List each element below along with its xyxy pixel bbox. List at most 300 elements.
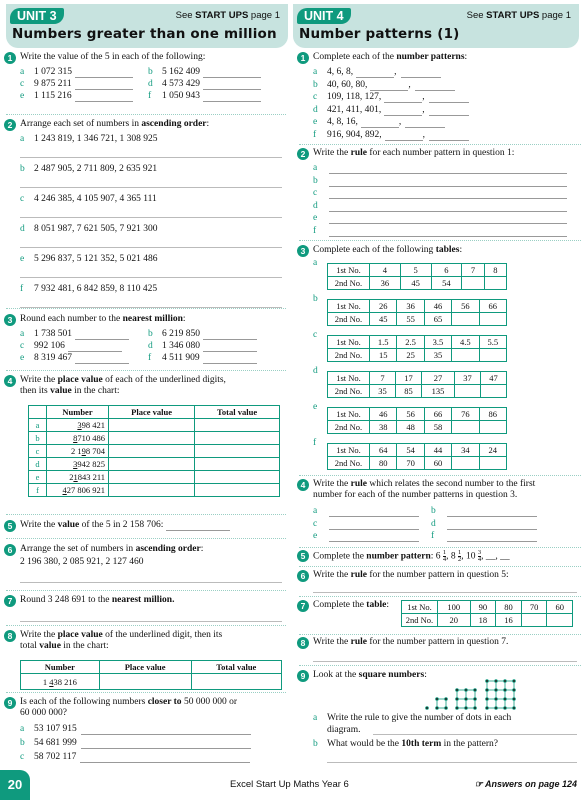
number-cell: 3942 825: [47, 458, 109, 471]
answer-line: [20, 621, 282, 622]
question-number-badge: 1: [4, 52, 16, 64]
answer-item: [148, 328, 257, 340]
divider: [299, 566, 581, 567]
answer-blank: [329, 228, 567, 237]
number-set: 1 243 819, 1 346 721, 1 308 925: [34, 134, 158, 144]
answer-item: [148, 90, 261, 102]
underlined-digit: 8: [73, 433, 78, 443]
item-number: 54 681 999: [34, 738, 77, 748]
value-cell: 60: [547, 601, 573, 614]
question-number-badge: 5: [4, 520, 16, 532]
number-cell: 21843 211: [47, 471, 109, 484]
number-set-row: [20, 283, 284, 295]
row-header: 2nd No.: [328, 349, 370, 362]
answer-blank: [203, 69, 261, 78]
table-row: [29, 458, 280, 471]
value-cell: 58: [424, 421, 451, 434]
place-value-cell: [109, 432, 195, 445]
item-letter: c: [20, 752, 25, 762]
table-row: [29, 484, 280, 497]
column-header: Number: [47, 406, 109, 419]
answer-row: [20, 352, 284, 364]
value-cell: 26: [370, 300, 397, 313]
item-letter: b: [313, 175, 318, 186]
pattern-row: f 916, 904, 892, ,: [313, 129, 579, 141]
value-cell: 80: [370, 457, 397, 470]
table-row: [328, 313, 507, 326]
item-letter: e: [20, 353, 25, 363]
table-row: [328, 264, 507, 277]
start-ups-reference: See START UPS page 1: [466, 10, 571, 21]
sub-question-b: b What would be the 10th term in the pattern?: [313, 739, 498, 749]
table-header-row: [29, 406, 280, 419]
question-number-badge: 7: [4, 595, 16, 607]
pattern-table: [327, 263, 507, 290]
value-cell: [452, 349, 479, 362]
answer-item: [20, 78, 133, 90]
item-number: 6 219 850: [162, 329, 200, 339]
number-set-row: [20, 253, 284, 265]
table-row: [328, 349, 507, 362]
answer-blank: [203, 343, 257, 352]
answer-row: [20, 328, 284, 340]
column-header: Total value: [195, 406, 280, 419]
item-number: 5 162 409: [162, 67, 200, 77]
divider: [299, 240, 581, 241]
table-row: [328, 372, 507, 385]
number-cell: 2 198 704: [47, 445, 109, 458]
pattern-row: d 421, 411, 401, ,: [313, 104, 579, 116]
table-row: [21, 674, 282, 690]
question-number-badge: 7: [297, 600, 309, 612]
table-row: [328, 336, 507, 349]
table-row: [328, 444, 507, 457]
pattern-start: 40, 60, 80,: [327, 79, 368, 90]
divider: [299, 475, 581, 476]
item-letter: c: [313, 92, 318, 102]
answer-blank: [81, 726, 251, 735]
answer-line: [373, 734, 577, 735]
item-letter: d: [313, 104, 318, 115]
number-set: 2 487 905, 2 711 809, 2 635 921: [34, 164, 158, 174]
value-cell: 25: [397, 349, 424, 362]
answer-blank: [384, 94, 422, 103]
item-letter: b: [20, 738, 25, 748]
value-cell: 76: [452, 408, 479, 421]
number-set: 7 932 481, 6 842 859, 8 110 425: [34, 284, 158, 294]
number-cell: 1 438 216: [21, 674, 100, 690]
item-letter: a: [313, 258, 318, 268]
header-letter: [29, 406, 47, 419]
table-row: [29, 419, 280, 432]
question-text: Write the place value of the underlined digit, then its total value in the chart:: [20, 630, 223, 651]
item-letter: d: [148, 341, 153, 351]
item-number: 9 875 211: [34, 79, 72, 89]
answer-line: [20, 247, 282, 248]
rule-row: [313, 187, 579, 199]
answer-blank: [429, 132, 469, 141]
underlined-digit: 4: [62, 485, 67, 495]
answer-line: [20, 217, 282, 218]
value-cell: [521, 614, 547, 627]
answer-blank: [329, 190, 567, 199]
answer-blank: [447, 508, 537, 517]
value-cell: 48: [397, 421, 424, 434]
item-letter: e: [313, 531, 318, 541]
answers-reference: ☞ Answers on page 124: [474, 779, 577, 789]
table-row: [29, 471, 280, 484]
underlined-digit: 4: [49, 676, 54, 687]
value-cell: 4.5: [452, 336, 479, 349]
answer-blank: [203, 331, 257, 340]
item-letter: c: [313, 330, 318, 340]
table-row: [29, 432, 280, 445]
item-letter: d: [20, 224, 25, 234]
question-number-badge: 2: [4, 119, 16, 131]
question-number-badge: 6: [4, 544, 16, 556]
answer-blank: [329, 508, 419, 517]
divider: [6, 590, 286, 591]
value-cell: 37: [455, 372, 481, 385]
answer-blank: [203, 93, 261, 102]
answer-item: [148, 352, 257, 364]
item-letter: b: [313, 294, 318, 304]
question-text: Write the value of the 5 in each of the following:: [20, 52, 206, 62]
value-cell: 5.5: [479, 336, 506, 349]
answer-blank: [81, 740, 251, 749]
answer-blank: [75, 331, 129, 340]
item-letter: e: [313, 117, 318, 127]
item-letter: e: [20, 91, 25, 101]
item-letter: c: [313, 188, 318, 198]
number-cell: 8710 486: [47, 432, 109, 445]
value-cell: 66: [424, 408, 451, 421]
question-text: Arrange each set of numbers in ascending order:: [20, 119, 210, 129]
pattern-start: 109, 118, 127,: [327, 92, 382, 102]
question-number-badge: 9: [4, 697, 16, 709]
pattern-row: e 4, 8, 16, ,: [313, 116, 579, 128]
question-number-badge: 5: [297, 550, 309, 562]
book-title: Excel Start Up Maths Year 6: [230, 779, 349, 790]
table-row: [402, 614, 573, 627]
underlined-digit: 3: [73, 459, 78, 469]
table-row: [328, 300, 507, 313]
table-row: [402, 601, 573, 614]
question-text: Round each number to the nearest million:: [20, 314, 186, 324]
underlined-digit: 9: [81, 446, 86, 456]
answer-blank: [329, 178, 567, 187]
answer-item: [20, 90, 133, 102]
question-text: Is each of the following numbers closer to 50 000 000 or 60 000 000?: [20, 697, 237, 718]
rule-row: [313, 200, 579, 212]
row-letter: c: [29, 445, 47, 458]
answer-blank: [361, 119, 399, 128]
column-header: Number: [21, 661, 100, 674]
value-cell: 86: [479, 408, 506, 421]
value-cell: 15: [370, 349, 397, 362]
rule-row: [313, 530, 579, 542]
underlined-digit: 1: [73, 472, 78, 482]
row-header: 2nd No.: [328, 421, 370, 434]
question-text: Look at the square numbers:: [313, 670, 427, 680]
table-row: [328, 457, 507, 470]
question-number-badge: 6: [297, 570, 309, 582]
answer-blank: [385, 132, 423, 141]
table-header-row: [21, 661, 282, 674]
pattern-row: b 40, 60, 80, ,: [313, 79, 579, 91]
row-header: 1st No.: [328, 336, 370, 349]
answer-item: [313, 530, 419, 542]
value-cell: [452, 421, 479, 434]
item-letter: d: [313, 200, 318, 211]
value-cell: [547, 614, 573, 627]
value-cell: 100: [438, 601, 471, 614]
item-letter: d: [148, 79, 153, 89]
row-header: 2nd No.: [328, 277, 370, 290]
value-cell: 35: [370, 385, 396, 398]
answer-blank: [329, 533, 419, 542]
place-value-cell: [109, 458, 195, 471]
item-number: 58 702 117: [34, 752, 77, 762]
rule-row: [313, 505, 579, 517]
pattern-start: 4, 6, 8,: [327, 67, 354, 77]
table-row: [29, 445, 280, 458]
value-cell: [452, 457, 479, 470]
table-row: [328, 277, 507, 290]
row-letter: d: [29, 458, 47, 471]
value-cell: 16: [496, 614, 522, 627]
item-letter: a: [20, 134, 25, 144]
sub-question-a: a Write the rule to give the number of dots in each: [313, 713, 512, 723]
rule-row: [313, 225, 579, 237]
place-value-cell: [99, 674, 191, 690]
divider: [6, 308, 286, 309]
value-cell: 85: [395, 385, 421, 398]
answer-item: [148, 66, 261, 78]
item-letter: e: [20, 254, 25, 264]
answer-item: [148, 340, 257, 352]
answer-blank: [329, 165, 567, 174]
answer-blank: [75, 69, 133, 78]
question-text: Arrange the set of numbers in ascending order:: [20, 544, 204, 554]
value-cell: 44: [424, 444, 451, 457]
answer-blank: [415, 82, 455, 91]
value-cell: 90: [470, 601, 496, 614]
answer-row: [20, 340, 284, 352]
value-cell: 54: [431, 277, 462, 290]
sub-question-a-cont: diagram.: [327, 725, 361, 735]
item-number: 992 106: [34, 341, 65, 351]
row-header: 1st No.: [328, 372, 370, 385]
row-letter: a: [29, 419, 47, 432]
value-cell: 7: [370, 372, 396, 385]
answer-item: [20, 352, 129, 364]
item-letter: e: [313, 402, 318, 412]
place-value-cell: [109, 471, 195, 484]
answer-line: [327, 762, 577, 763]
item-letter: b: [20, 164, 25, 174]
value-cell: 20: [438, 614, 471, 627]
start-ups-reference: See START UPS page 1: [175, 10, 280, 21]
divider: [6, 538, 286, 539]
rule-row: [313, 162, 579, 174]
answer-blank: [329, 203, 567, 212]
value-cell: [479, 457, 506, 470]
unit-title: Numbers greater than one million: [12, 26, 277, 42]
item-letter: e: [313, 213, 318, 223]
row-header: 1st No.: [328, 444, 370, 457]
item-letter: f: [313, 129, 317, 140]
pattern-table: [327, 443, 507, 470]
value-cell: 66: [479, 300, 506, 313]
column-header: Place value: [109, 406, 195, 419]
item-letter: a: [20, 329, 25, 339]
number-set: 2 196 380, 2 085 921, 2 127 460: [20, 557, 144, 567]
value-cell: 70: [397, 457, 424, 470]
value-cell: 8: [484, 264, 506, 277]
unit-title: Number patterns (1): [299, 26, 460, 42]
value-cell: [479, 313, 506, 326]
total-value-cell: [195, 471, 280, 484]
number-set-row: [20, 223, 284, 235]
question-text: Round 3 248 691 to the nearest million.: [20, 595, 175, 605]
place-value-cell: [109, 484, 195, 497]
value-cell: 64: [370, 444, 397, 457]
answer-row: [20, 78, 284, 90]
number-set: 5 296 837, 5 121 352, 5 021 486: [34, 254, 158, 264]
total-value-cell: [195, 484, 280, 497]
value-cell: 7: [462, 264, 484, 277]
question-text: Write the rule for the number pattern in question 7.: [313, 637, 509, 647]
table-row: [328, 385, 507, 398]
answer-item: [20, 328, 129, 340]
answer-blank: [329, 215, 567, 224]
answer-line: [20, 277, 282, 278]
column-header: Place value: [99, 661, 191, 674]
item-number: 1 072 315: [34, 67, 72, 77]
value-cell: 36: [370, 277, 401, 290]
answer-blank: [370, 82, 408, 91]
rule-row: [313, 212, 579, 224]
question-number-badge: 8: [4, 630, 16, 642]
divider: [299, 547, 581, 548]
divider: [299, 665, 581, 666]
total-value-cell: [195, 445, 280, 458]
item-letter: a: [313, 67, 318, 77]
value-cell: 4: [370, 264, 401, 277]
value-cell: 6: [431, 264, 462, 277]
number-set-row: [20, 193, 284, 205]
row-header: 1st No.: [328, 300, 370, 313]
item-number: 1 346 080: [162, 341, 200, 351]
row-header: 1st No.: [328, 264, 370, 277]
pattern-start: 421, 411, 401,: [327, 104, 382, 115]
value-cell: 45: [400, 277, 431, 290]
divider: [299, 634, 581, 635]
item-letter: f: [313, 438, 317, 448]
answer-blank: [384, 107, 422, 116]
answer-item: [20, 66, 133, 78]
question-text: Complete the number pattern: 6 $\frac{1}{4}$ , 8 $\frac{1}{2}$ , 10 $\frac{3}{4}$ , __, __: [313, 549, 510, 563]
value-cell: 27: [421, 372, 454, 385]
divider: [6, 692, 286, 693]
answer-blank: [75, 355, 129, 364]
value-cell: 65: [424, 313, 451, 326]
pattern-table: [401, 600, 573, 627]
number-cell: 427 806 921: [47, 484, 109, 497]
unit-badge: UNIT 3: [10, 8, 64, 24]
divider: [299, 596, 581, 597]
page-footer: [0, 770, 585, 800]
rule-row: [313, 518, 579, 530]
answer-item: [148, 78, 261, 90]
item-letter: c: [313, 518, 318, 529]
total-value-cell: [191, 674, 281, 690]
divider: [6, 625, 286, 626]
item-letter: f: [148, 91, 152, 101]
item-letter: f: [148, 353, 152, 363]
pattern-table: [327, 299, 507, 326]
item-letter: f: [313, 225, 317, 236]
answer-blank: [447, 533, 537, 542]
value-cell: [462, 277, 484, 290]
answer-line: [20, 157, 282, 158]
value-cell: 35: [424, 349, 451, 362]
item-letter: c: [20, 341, 25, 351]
answer-item: [20, 340, 122, 352]
answer-blank: [429, 94, 469, 103]
value-cell: [479, 421, 506, 434]
answer-line: [20, 187, 282, 188]
question-text: Write the value of the 5 in 2 158 706:: [20, 520, 284, 531]
value-cell: 55: [397, 313, 424, 326]
item-number: 8 319 467: [34, 353, 72, 363]
question-number-badge: 4: [297, 479, 309, 491]
answer-blank: [447, 521, 537, 530]
value-cell: [452, 313, 479, 326]
item-letter: b: [148, 67, 153, 77]
question-text: Write the rule which relates the second number to the first number for each of the number patterns in question 3.: [313, 479, 536, 500]
value-cell: 17: [395, 372, 421, 385]
answer-blank: [401, 69, 441, 78]
table-row: [328, 408, 507, 421]
value-cell: 5: [400, 264, 431, 277]
value-cell: 24: [479, 444, 506, 457]
place-value-chart: [28, 405, 280, 497]
divider: [6, 514, 286, 515]
place-value-cell: [109, 419, 195, 432]
value-cell: [484, 277, 506, 290]
item-letter: d: [431, 518, 436, 529]
pattern-table: [327, 407, 507, 434]
question-text: Write the rule for the number pattern in question 5:: [313, 570, 509, 580]
item-number: 53 107 915: [34, 724, 77, 734]
unit-3-header: [6, 4, 288, 48]
answer-item: [313, 518, 419, 530]
answer-item: [431, 505, 537, 517]
answer-line: [20, 582, 282, 583]
number-cell: 398 421: [47, 419, 109, 432]
question-text: Complete each of the number patterns:: [313, 52, 468, 62]
answer-item: [431, 518, 537, 530]
square-numbers-dot-diagram: [421, 674, 531, 714]
place-value-chart: [20, 660, 282, 690]
question-text: Complete the table:: [313, 600, 389, 610]
item-number: 1 738 501: [34, 329, 72, 339]
number-set-row: [20, 163, 284, 175]
pattern-table: [327, 371, 507, 398]
answer-blank: [329, 521, 419, 530]
